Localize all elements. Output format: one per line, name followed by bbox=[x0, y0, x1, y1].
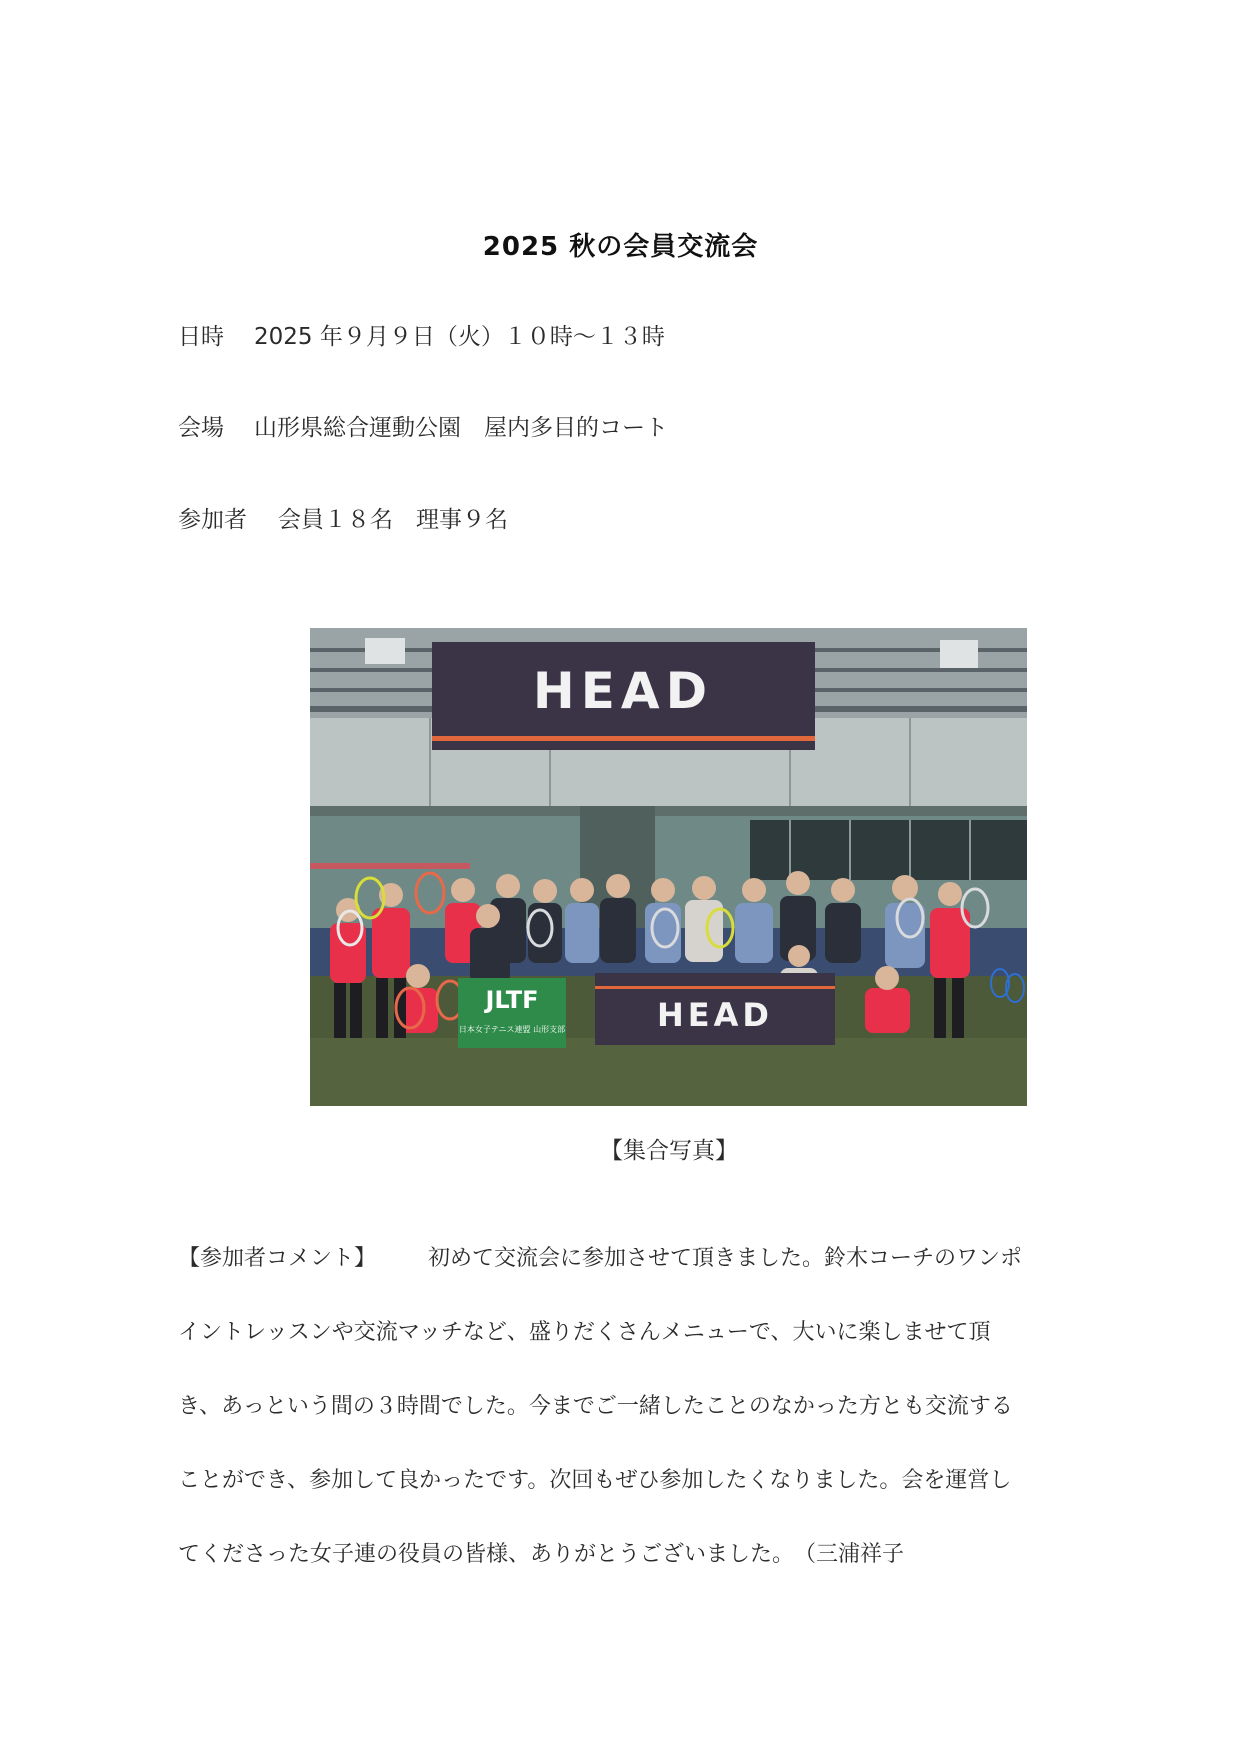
comment-line: ことができ、参加して良かったです。次回もぜひ参加したくなりました。会を運営し bbox=[178, 1468, 1012, 1493]
comment-line: てくださった女子連の役員の皆様、ありがとうございました。 （三浦祥子 bbox=[178, 1542, 905, 1567]
photo-caption: 【集合写真】 bbox=[600, 1138, 738, 1164]
head-banner bbox=[432, 642, 815, 750]
info-datetime-value: 2025 年９月９日（火）１０時～１３時 bbox=[254, 324, 665, 350]
document-title: 2025 秋の会員交流会 bbox=[482, 232, 759, 262]
info-datetime bbox=[178, 318, 665, 351]
comment-line bbox=[178, 1222, 1058, 1296]
info-venue-label: 会場 bbox=[178, 415, 224, 441]
info-participants-value: 会員１８名 理事９名 bbox=[278, 507, 508, 533]
head-banner-text: HEAD bbox=[532, 662, 714, 720]
info-venue-value: 山形県総合運動公園 屋内多目的コート bbox=[254, 415, 668, 441]
comment-line: イントレッスンや交流マッチなど、盛りだくさんメニューで、大いに楽しませて頂 bbox=[178, 1320, 991, 1345]
group-photo bbox=[310, 628, 1027, 1106]
info-venue bbox=[178, 409, 668, 442]
info-participants-label: 参加者 bbox=[178, 507, 247, 533]
jltf-flag-subtext: 日本女子テニス連盟 山形支部 bbox=[458, 1025, 566, 1034]
participant-comment bbox=[178, 1222, 1058, 1592]
jltf-flag bbox=[458, 978, 566, 1048]
head-lower-banner bbox=[595, 973, 835, 1045]
comment-line: き、あっという間の３時間でした。今までご一緒したことのなかった方とも交流する bbox=[178, 1394, 1013, 1419]
info-datetime-label: 日時 bbox=[178, 324, 224, 350]
comment-line-text: 初めて交流会に参加させて頂きました。鈴木コーチのワンポ bbox=[428, 1246, 1023, 1271]
info-participants bbox=[178, 501, 508, 534]
head-lower-banner-text: HEAD bbox=[657, 996, 773, 1034]
comment-heading: 【参加者コメント】 bbox=[178, 1246, 377, 1271]
jltf-flag-text: JLTF bbox=[485, 986, 539, 1014]
